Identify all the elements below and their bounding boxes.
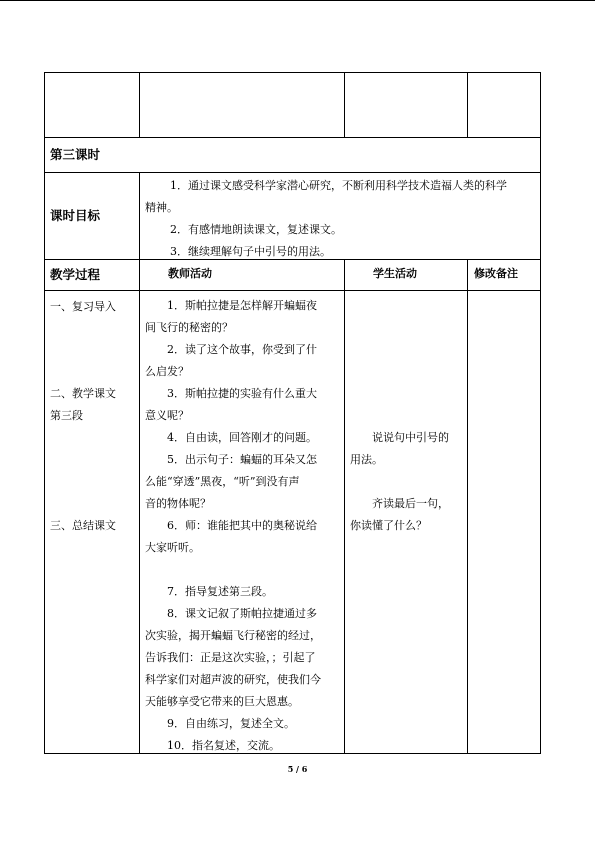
teacher-activities (145, 295, 341, 757)
table-col-divider (467, 72, 468, 138)
teacher-line: 6．师：谁能把其中的奥秘说给 (167, 519, 317, 532)
teacher-line: 科学家们对超声波的研究，使我们今 (145, 673, 321, 686)
step-summary: 三、总结课文 (50, 519, 116, 532)
section-title: 第三课时 (50, 147, 101, 162)
student-line: 说说句中引号的 (372, 431, 449, 444)
step-review-intro: 一、复习导入 (50, 300, 116, 313)
table-col-divider (139, 172, 140, 754)
table-border-left (44, 72, 45, 754)
teacher-line: 么启发？ (145, 365, 189, 378)
teacher-activity-header: 教师活动 (168, 267, 212, 280)
teacher-line: 大家听听。 (145, 541, 200, 554)
objective-line: 精神。 (145, 201, 178, 214)
student-line-blank (350, 471, 464, 493)
teacher-line: 10．指名复述，交流。 (167, 739, 280, 752)
student-line: 齐读最后一句， (372, 497, 449, 510)
teacher-line: 音的物体呢？ (145, 497, 211, 510)
step-teach-text: 二、教学课文 (50, 387, 116, 400)
student-activities (350, 427, 464, 537)
objective-line: 2．有感情地朗读课文，复述课文。 (170, 223, 342, 236)
teacher-line: 告诉我们：正是这次实验，；引起了 (145, 651, 316, 664)
student-line: 你读懂了什么？ (350, 519, 427, 532)
page-number: 5 / 6 (287, 764, 308, 774)
teacher-line: 2．读了这个故事，你受到了什 (167, 343, 317, 356)
notes-header: 修改备注 (474, 267, 518, 280)
table-col-divider (344, 72, 345, 138)
teacher-line: 间飞行的秘密的？ (145, 321, 233, 334)
teacher-line: 天能够享受它带来的巨大恩惠。 (145, 695, 299, 708)
teacher-line: 9．自由练习，复述全文。 (167, 717, 295, 730)
student-line: 用法。 (350, 453, 383, 466)
teacher-line-blank (145, 559, 341, 581)
table-row-divider (44, 172, 541, 173)
table-col-divider (344, 259, 345, 754)
teacher-line: 意义呢？ (145, 409, 189, 422)
teacher-line: 5．出示句子：蝙蝠的耳朵又怎 (167, 453, 317, 466)
objective-line: 3．继续理解句子中引号的用法。 (170, 245, 331, 258)
process-label: 教学过程 (50, 267, 101, 282)
page-top-rule (0, 0, 595, 1)
teacher-line: 7．指导复述第三段。 (167, 585, 273, 598)
step-teach-text-para: 第三段 (50, 409, 83, 422)
objective-line: 1．通过课文感受科学家潜心研究，不断利用科学技术造福人类的科学 (170, 179, 507, 192)
teacher-line: 8．课文记叙了斯帕拉捷通过多 (167, 607, 317, 620)
table-col-divider (139, 72, 140, 138)
teacher-line: 4．自由读，回答刚才的问题。 (167, 431, 317, 444)
teacher-line: 么能“穿透”黑夜，“听”到没有声 (145, 475, 300, 488)
table-col-divider (467, 259, 468, 754)
objectives-list (145, 175, 537, 263)
teacher-line: 次实验，揭开蝙蝠飞行秘密的经过， (145, 629, 321, 642)
objectives-label: 课时目标 (50, 208, 101, 223)
table-border-right (540, 72, 541, 754)
student-activity-header: 学生活动 (373, 267, 417, 280)
teacher-line: 3．斯帕拉捷的实验有什么重大 (167, 387, 317, 400)
teacher-line: 1．斯帕拉捷是怎样解开蝙蝠夜 (167, 299, 317, 312)
